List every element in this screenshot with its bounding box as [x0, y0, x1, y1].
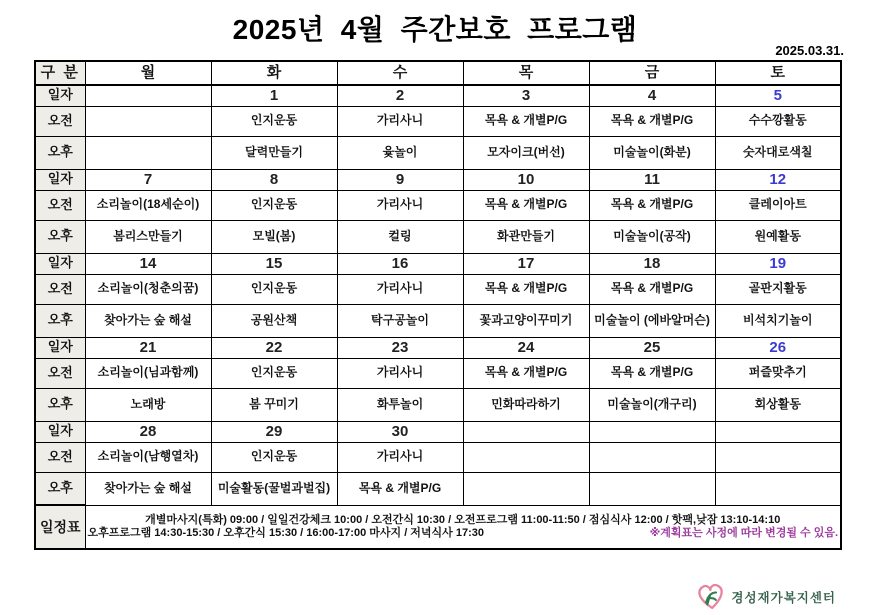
program-cell: 골판지활동 — [715, 274, 841, 304]
week-2-date-row — [35, 169, 841, 190]
row-label-morning: 오전 — [35, 274, 85, 304]
program-cell: 모빌(봄) — [211, 220, 337, 253]
program-cell: 인지운동 — [211, 274, 337, 304]
program-cell: 인지운동 — [211, 106, 337, 136]
monthly-program-table — [34, 60, 842, 550]
schedule-table-body — [35, 85, 841, 505]
program-cell — [85, 136, 211, 169]
column-header-tuesday: 화 — [211, 61, 337, 85]
document-date: 2025.03.31. — [775, 43, 844, 58]
program-cell: 인지운동 — [211, 358, 337, 388]
row-label-date: 일자 — [35, 421, 85, 442]
program-cell — [463, 472, 589, 505]
program-cell: 민화따라하기 — [463, 388, 589, 421]
daily-schedule-line1: 개별마사지(특화) 09:00 / 일일건강체크 10:00 / 오전간식 10:30 / 오전프로그램 11:00-11:50 / 점심식사 12:00 / 핫팩,낮잠 13:10-14:10 — [145, 514, 781, 527]
program-cell: 미술놀이(공작) — [589, 220, 715, 253]
date-cell: 7 — [85, 169, 211, 190]
program-cell: 목욕 & 개별P/G — [463, 274, 589, 304]
daily-schedule-line2: 오후프로그램 14:30-15:30 / 오후간식 15:30 / 16:00-17:00 마사지 / 저녁식사 17:30 — [87, 526, 484, 539]
program-cell: 인지운동 — [211, 190, 337, 220]
program-cell: 미술놀이(화분) — [589, 136, 715, 169]
program-cell: 찾아가는 숲 해설 — [85, 304, 211, 337]
date-cell: 28 — [85, 421, 211, 442]
program-cell: 봄 꾸미기 — [211, 388, 337, 421]
program-cell: 목욕 & 개별P/G — [589, 106, 715, 136]
row-label-date: 일자 — [35, 253, 85, 274]
date-cell: 14 — [85, 253, 211, 274]
program-cell: 화투놀이 — [337, 388, 463, 421]
program-cell: 목욕 & 개별P/G — [589, 358, 715, 388]
program-cell — [85, 106, 211, 136]
program-cell: 목욕 & 개별P/G — [589, 190, 715, 220]
program-cell: 윷놀이 — [337, 136, 463, 169]
program-cell: 가리사니 — [337, 106, 463, 136]
program-cell — [463, 442, 589, 472]
row-label-afternoon: 오후 — [35, 388, 85, 421]
date-cell: 21 — [85, 337, 211, 358]
date-cell: 23 — [337, 337, 463, 358]
program-cell: 가리사니 — [337, 358, 463, 388]
program-cell — [589, 442, 715, 472]
row-label-morning: 오전 — [35, 190, 85, 220]
program-cell: 클레이아트 — [715, 190, 841, 220]
program-cell: 목욕 & 개별P/G — [463, 358, 589, 388]
program-cell: 봄리스만들기 — [85, 220, 211, 253]
date-cell: 8 — [211, 169, 337, 190]
column-header-wednesday: 수 — [337, 61, 463, 85]
program-cell: 퍼즐맞추기 — [715, 358, 841, 388]
program-cell: 인지운동 — [211, 442, 337, 472]
column-header-category: 구 분 — [35, 61, 85, 85]
program-cell: 목욕 & 개별P/G — [463, 190, 589, 220]
program-cell: 모자이크(버선) — [463, 136, 589, 169]
program-cell: 수수깡활동 — [715, 106, 841, 136]
column-header-thursday: 목 — [463, 61, 589, 85]
week-2-afternoon-row — [35, 220, 841, 253]
date-cell — [589, 421, 715, 442]
date-cell: 3 — [463, 85, 589, 106]
program-cell: 목욕 & 개별P/G — [589, 274, 715, 304]
date-cell: 4 — [589, 85, 715, 106]
program-cell: 꽃과고양이꾸미기 — [463, 304, 589, 337]
program-cell: 찾아가는 숲 해설 — [85, 472, 211, 505]
column-header-friday: 금 — [589, 61, 715, 85]
date-cell: 24 — [463, 337, 589, 358]
row-label-date: 일자 — [35, 85, 85, 106]
daily-schedule-content — [85, 505, 841, 549]
program-cell: 목욕 & 개별P/G — [337, 472, 463, 505]
program-cell: 목욕 & 개별P/G — [463, 106, 589, 136]
program-cell: 컬링 — [337, 220, 463, 253]
row-label-afternoon: 오후 — [35, 304, 85, 337]
date-cell — [715, 421, 841, 442]
week-5-afternoon-row — [35, 472, 841, 505]
program-cell: 미술활동(꿀벌과벌집) — [211, 472, 337, 505]
row-label-schedule: 일정표 — [35, 505, 85, 549]
week-3-afternoon-row — [35, 304, 841, 337]
week-5-morning-row — [35, 442, 841, 472]
date-cell: 17 — [463, 253, 589, 274]
date-cell: 29 — [211, 421, 337, 442]
row-label-morning: 오전 — [35, 358, 85, 388]
program-cell — [715, 472, 841, 505]
row-label-afternoon: 오후 — [35, 136, 85, 169]
date-cell: 1 — [211, 85, 337, 106]
change-notice: ※계획표는 사정에 따라 변경될 수 있음. — [649, 526, 838, 539]
week-4-date-row — [35, 337, 841, 358]
program-cell: 소리놀이(남행열차) — [85, 442, 211, 472]
program-cell: 소리놀이(18세순이) — [85, 190, 211, 220]
date-cell: 16 — [337, 253, 463, 274]
program-cell — [589, 472, 715, 505]
program-cell: 소리놀이(님과함께) — [85, 358, 211, 388]
program-cell: 원예활동 — [715, 220, 841, 253]
date-cell: 12 — [715, 169, 841, 190]
program-cell: 비석치기놀이 — [715, 304, 841, 337]
date-cell: 11 — [589, 169, 715, 190]
program-cell: 미술놀이 (에바알머슨) — [589, 304, 715, 337]
column-header-monday: 월 — [85, 61, 211, 85]
row-label-afternoon: 오후 — [35, 220, 85, 253]
row-label-morning: 오전 — [35, 106, 85, 136]
date-cell: 22 — [211, 337, 337, 358]
date-cell: 9 — [337, 169, 463, 190]
program-cell: 공원산책 — [211, 304, 337, 337]
page-title: 2025년 4월 주간보호 프로그램 — [232, 14, 638, 45]
date-cell: 5 — [715, 85, 841, 106]
week-3-date-row — [35, 253, 841, 274]
program-cell: 소리놀이(청춘의꿈) — [85, 274, 211, 304]
week-4-afternoon-row — [35, 388, 841, 421]
date-cell: 30 — [337, 421, 463, 442]
date-cell: 10 — [463, 169, 589, 190]
program-cell: 회상활동 — [715, 388, 841, 421]
date-cell — [85, 85, 211, 106]
table-header-row — [35, 61, 841, 85]
org-logo — [696, 582, 836, 611]
program-cell: 숫자대로색칠 — [715, 136, 841, 169]
program-cell: 노래방 — [85, 388, 211, 421]
date-cell: 15 — [211, 253, 337, 274]
date-cell: 18 — [589, 253, 715, 274]
program-cell: 탁구공놀이 — [337, 304, 463, 337]
date-cell: 19 — [715, 253, 841, 274]
program-cell: 가리사니 — [337, 442, 463, 472]
row-label-date: 일자 — [35, 337, 85, 358]
program-cell: 화관만들기 — [463, 220, 589, 253]
date-cell — [463, 421, 589, 442]
row-label-morning: 오전 — [35, 442, 85, 472]
week-3-morning-row — [35, 274, 841, 304]
program-cell: 달력만들기 — [211, 136, 337, 169]
week-5-date-row — [35, 421, 841, 442]
row-label-afternoon: 오후 — [35, 472, 85, 505]
program-cell: 미술놀이(개구리) — [589, 388, 715, 421]
week-2-morning-row — [35, 190, 841, 220]
date-cell: 26 — [715, 337, 841, 358]
program-cell — [715, 442, 841, 472]
week-4-morning-row — [35, 358, 841, 388]
daily-schedule-row — [35, 505, 841, 549]
week-1-date-row — [35, 85, 841, 106]
program-cell: 가리사니 — [337, 274, 463, 304]
heart-logo-icon — [695, 581, 728, 613]
column-header-saturday: 토 — [715, 61, 841, 85]
week-1-morning-row — [35, 106, 841, 136]
program-cell: 가리사니 — [337, 190, 463, 220]
date-cell: 25 — [589, 337, 715, 358]
org-name: 경성재가복지센터 — [731, 590, 836, 605]
row-label-date: 일자 — [35, 169, 85, 190]
week-1-afternoon-row — [35, 136, 841, 169]
date-cell: 2 — [337, 85, 463, 106]
